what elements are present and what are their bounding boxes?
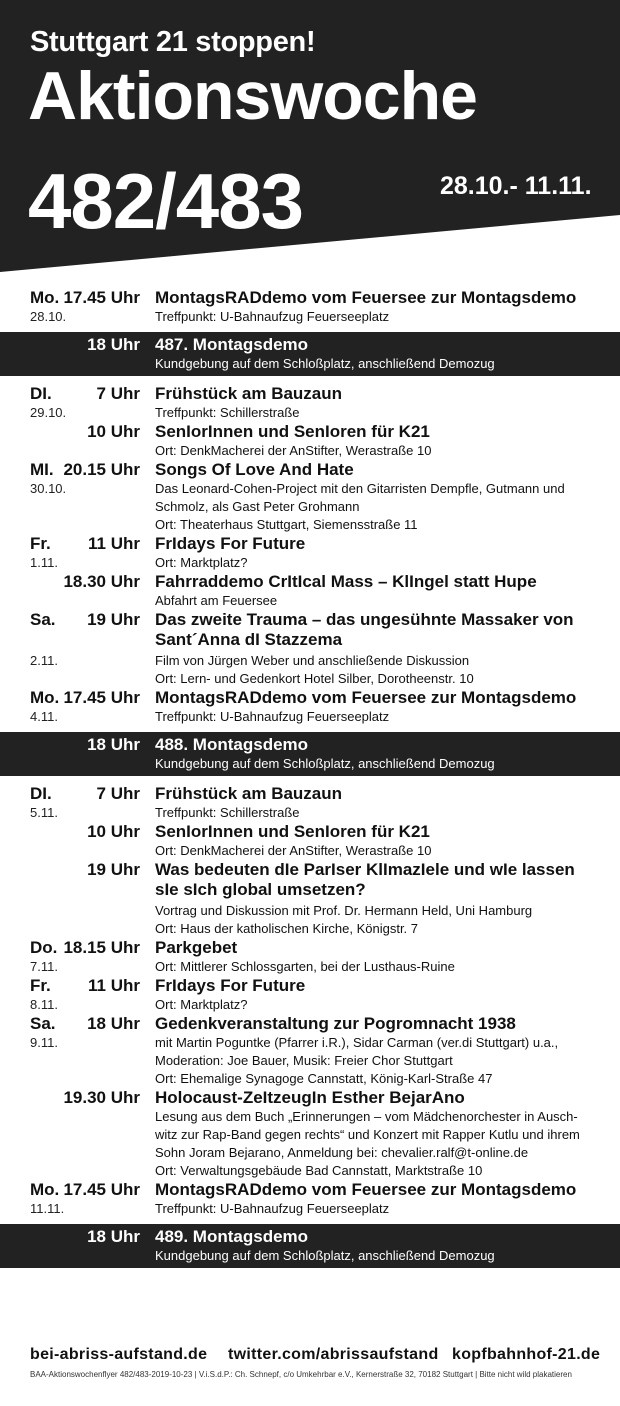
event-detail-row: [0, 1108, 620, 1126]
event-detail: Ort: Verwaltungsgebäude Bad Cannstatt, Marktstraße 10: [155, 1163, 483, 1178]
event-detail: Ort: Ehemalige Synagoge Cannstatt, König-Karl-Straße 47: [155, 1071, 493, 1086]
event-head-row: [0, 610, 620, 630]
header-number: 482/483: [28, 157, 303, 245]
event-detail: Moderation: Joe Bauer, Musik: Freier Chor Stuttgart: [155, 1053, 453, 1068]
event-detail: Ort: Mittlerer Schlossgarten, bei der Lusthaus-Ruine: [155, 959, 455, 974]
event-day: Fr.: [30, 976, 51, 995]
event-head-row: [0, 784, 620, 804]
event-title-continued: sIe sIch global umsetzen?: [155, 880, 366, 899]
event-date: 29.10.: [30, 405, 67, 420]
event-item: [0, 384, 620, 422]
event-time: 18 Uhr: [87, 735, 140, 754]
footer-link-bei-abriss[interactable]: bei-abriss-aufstand.de: [30, 1346, 208, 1363]
event-item: [0, 288, 620, 326]
event-head-row: [0, 335, 620, 355]
event-time: 18.30 Uhr: [63, 572, 140, 591]
event-detail-row: [0, 516, 620, 534]
event-detail: Treffpunkt: U-Bahnaufzug Feuerseeplatz: [155, 1201, 390, 1216]
event-date: 30.10.: [30, 481, 67, 496]
event-detail-row: [0, 804, 620, 822]
event-detail-row: [0, 498, 620, 516]
event-time: 11 Uhr: [88, 976, 140, 995]
event-date: 5.11.: [30, 805, 58, 820]
event-time: 10 Uhr: [87, 422, 140, 441]
event-detail-row: [0, 1034, 620, 1052]
event-item: [0, 572, 620, 610]
event-date: 2.11.: [30, 653, 58, 668]
event-detail-row: [0, 1126, 620, 1144]
event-title: SenIorInnen und SenIoren für K21: [155, 822, 430, 841]
event-detail: Ort: DenkMacherei der AnStifter, Werastraße 10: [155, 443, 432, 458]
event-detail-row: [0, 308, 620, 326]
event-item: [0, 976, 620, 1014]
event-title: 488. Montagsdemo: [155, 735, 309, 754]
event-detail-row: [0, 902, 620, 920]
event-title: Was bedeuten dIe ParIser KlImazIele und wIe lassen: [155, 860, 575, 879]
event-detail: Kundgebung auf dem Schloßplatz, anschließend Demozug: [155, 1248, 495, 1263]
event-time: 20.15 Uhr: [63, 460, 140, 479]
event-head-row: [0, 460, 620, 480]
event-detail-row: [0, 1200, 620, 1218]
event-time: 17.45 Uhr: [63, 1180, 140, 1199]
event-detail-row: [0, 1144, 620, 1162]
event-head-row: [0, 1088, 620, 1108]
event-item: [0, 688, 620, 726]
event-detail: Sohn Joram Bejarano, Anmeldung bei: chevalier.ralf@t-online.de: [155, 1145, 529, 1160]
event-item: [0, 422, 620, 460]
event-detail: Schmolz, als Gast Peter Grohmann: [155, 499, 360, 514]
event-time: 11 Uhr: [88, 534, 140, 553]
event-highlight: [0, 1224, 620, 1268]
event-highlight: [0, 732, 620, 776]
event-detail-row: [0, 958, 620, 976]
event-detail: Kundgebung auf dem Schloßplatz, anschließend Demozug: [155, 756, 495, 771]
event-highlight: [0, 332, 620, 376]
event-detail: Ort: Lern- und Gedenkort Hotel Silber, Dorotheenstr. 10: [155, 671, 474, 686]
event-time: 18 Uhr: [87, 1014, 140, 1033]
event-title: Das zweite Trauma – das ungesühnte Massaker von: [155, 610, 574, 629]
event-title: FrIdays For Future: [155, 534, 306, 553]
event-detail-row: [0, 708, 620, 726]
header-dates: 28.10.- 11.11.: [440, 172, 592, 200]
event-date: 28.10.: [30, 309, 67, 324]
event-head-row: [0, 976, 620, 996]
event-title: MontagsRADdemo vom Feuersee zur Montagsdemo: [155, 288, 577, 307]
event-day: MI.: [30, 460, 54, 479]
event-time: 7 Uhr: [96, 784, 140, 803]
footer-imprint: BAA-Aktionswochenflyer 482/483-2019-10-23 | V.i.S.d.P.: Ch. Schnepf, c/o Umkehrbar e.V., Kernerstraße 32, 70182 Stuttgart | Bitte nicht wild plakatieren: [30, 1370, 572, 1379]
event-head-row: [0, 1180, 620, 1200]
header-title: Aktionswoche: [28, 58, 477, 134]
event-item: [0, 822, 620, 860]
event-detail-row: [0, 480, 620, 498]
event-title: Fahrraddemo CrItIcal Mass – KlIngel statt Hupe: [155, 572, 537, 591]
event-title: MontagsRADdemo vom Feuersee zur Montagsdemo: [155, 688, 577, 707]
footer-link-kopfbahnhof[interactable]: kopfbahnhof-21.de: [452, 1346, 601, 1363]
event-head-row: [0, 735, 620, 755]
event-day: Sa.: [30, 610, 56, 629]
event-time: 18 Uhr: [87, 335, 140, 354]
event-title: SenIorInnen und SenIoren für K21: [155, 422, 430, 441]
event-list: [0, 288, 620, 1276]
event-date: 4.11.: [30, 709, 58, 724]
event-date: 11.11.: [30, 1201, 65, 1216]
event-detail-row: [0, 755, 620, 773]
event-item: [0, 860, 620, 938]
event-detail: Lesung aus dem Buch „Erinnerungen – vom Mädchenorchester in Ausch-: [155, 1109, 578, 1124]
event-item: [0, 784, 620, 822]
event-day: DI.: [30, 384, 52, 403]
event-detail-row: [0, 842, 620, 860]
event-title-continued: Sant´Anna dI Stazzema: [155, 630, 343, 649]
event-detail-row: [0, 592, 620, 610]
event-day: Mo.: [30, 1180, 60, 1199]
event-head-row: [0, 938, 620, 958]
event-item: [0, 460, 620, 534]
event-title: Holocaust-ZeItzeugIn Esther BejarAno: [155, 1088, 465, 1107]
footer-link-twitter[interactable]: twitter.com/abrissaufstand: [228, 1346, 439, 1363]
event-detail: Treffpunkt: Schillerstraße: [155, 805, 300, 820]
event-title: FrIdays For Future: [155, 976, 306, 995]
event-detail: Das Leonard-Cohen-Project mit den Gitarristen Dempfle, Gutmann und: [155, 481, 565, 496]
event-detail-row: [0, 554, 620, 572]
event-day: Mo.: [30, 288, 60, 307]
event-head-row: [0, 422, 620, 442]
event-detail-row: [0, 1052, 620, 1070]
event-title: Gedenkveranstaltung zur Pogromnacht 1938: [155, 1014, 516, 1033]
event-title: Songs Of Love And Hate: [155, 460, 354, 479]
event-item: [0, 534, 620, 572]
event-detail: Treffpunkt: Schillerstraße: [155, 405, 300, 420]
event-title: 489. Montagsdemo: [155, 1227, 309, 1246]
event-detail: Film von Jürgen Weber und anschließende Diskussion: [155, 653, 470, 668]
event-item: [0, 1180, 620, 1218]
event-title: Frühstück am Bauzaun: [155, 784, 343, 803]
event-date: 9.11.: [30, 1035, 58, 1050]
event-detail: Ort: DenkMacherei der AnStifter, Werastraße 10: [155, 843, 432, 858]
event-head-row: [0, 688, 620, 708]
event-item: [0, 938, 620, 976]
event-detail: Treffpunkt: U-Bahnaufzug Feuerseeplatz: [155, 709, 390, 724]
event-date: 8.11.: [30, 997, 58, 1012]
event-head-row: [0, 1014, 620, 1034]
event-head-row: [0, 572, 620, 592]
event-day: Do.: [30, 938, 58, 957]
event-item: [0, 610, 620, 688]
event-day: DI.: [30, 784, 52, 803]
header-subtitle: Stuttgart 21 stoppen!: [30, 26, 316, 58]
event-time: 19.30 Uhr: [63, 1088, 140, 1107]
event-detail: Ort: Haus der katholischen Kirche, Königstr. 7: [155, 921, 419, 936]
event-detail-row: [0, 652, 620, 670]
event-head-row: [0, 288, 620, 308]
event-title: 487. Montagsdemo: [155, 335, 309, 354]
event-day: Fr.: [30, 534, 51, 553]
event-time: 19 Uhr: [87, 860, 140, 879]
event-time: 17.45 Uhr: [63, 288, 140, 307]
event-detail: Vortrag und Diskussion mit Prof. Dr. Hermann Held, Uni Hamburg: [155, 903, 533, 918]
event-time: 19 Uhr: [87, 610, 140, 629]
event-head-row: [0, 534, 620, 554]
event-time: 7 Uhr: [96, 384, 140, 403]
event-time: 17.45 Uhr: [63, 688, 140, 707]
event-detail: Kundgebung auf dem Schloßplatz, anschließend Demozug: [155, 356, 495, 371]
event-detail: Ort: Marktplatz?: [155, 997, 248, 1012]
event-head-row: [0, 860, 620, 880]
event-detail-row: [0, 355, 620, 373]
event-item: [0, 1088, 620, 1180]
event-detail-row: [0, 404, 620, 422]
event-head-row: [0, 384, 620, 404]
event-detail-row: [0, 670, 620, 688]
event-date: 1.11.: [30, 555, 58, 570]
event-detail: witz zur Rap-Band gegen rechts“ und Konzert mit Rapper Kutlu und ihrem: [155, 1127, 580, 1142]
event-detail-row: [0, 1162, 620, 1180]
event-title: Frühstück am Bauzaun: [155, 384, 343, 403]
event-time: 18 Uhr: [87, 1227, 140, 1246]
event-detail: Ort: Theaterhaus Stuttgart, Siemensstraße 11: [155, 517, 418, 532]
event-title: MontagsRADdemo vom Feuersee zur Montagsdemo: [155, 1180, 577, 1199]
event-detail-row: [0, 1247, 620, 1265]
event-time: 10 Uhr: [87, 822, 140, 841]
event-detail-row: [0, 442, 620, 460]
flyer-footer: [0, 1346, 620, 1406]
event-detail-row: [0, 996, 620, 1014]
event-day: Mo.: [30, 688, 60, 707]
event-date: 7.11.: [30, 959, 58, 974]
event-detail: mit Martin Poguntke (Pfarrer i.R.), Sidar Carman (ver.di Stuttgart) u.a.,: [155, 1035, 559, 1050]
event-time: 18.15 Uhr: [63, 938, 140, 957]
event-title: Parkgebet: [155, 938, 238, 957]
flyer-header: [0, 0, 620, 290]
event-detail-row: [0, 920, 620, 938]
event-detail: Treffpunkt: U-Bahnaufzug Feuerseeplatz: [155, 309, 390, 324]
event-day: Sa.: [30, 1014, 56, 1033]
event-head-row: [0, 822, 620, 842]
event-head-row: [0, 1227, 620, 1247]
event-detail: Abfahrt am Feuersee: [155, 593, 278, 608]
event-item: [0, 1014, 620, 1088]
event-detail-row: [0, 1070, 620, 1088]
event-detail: Ort: Marktplatz?: [155, 555, 248, 570]
